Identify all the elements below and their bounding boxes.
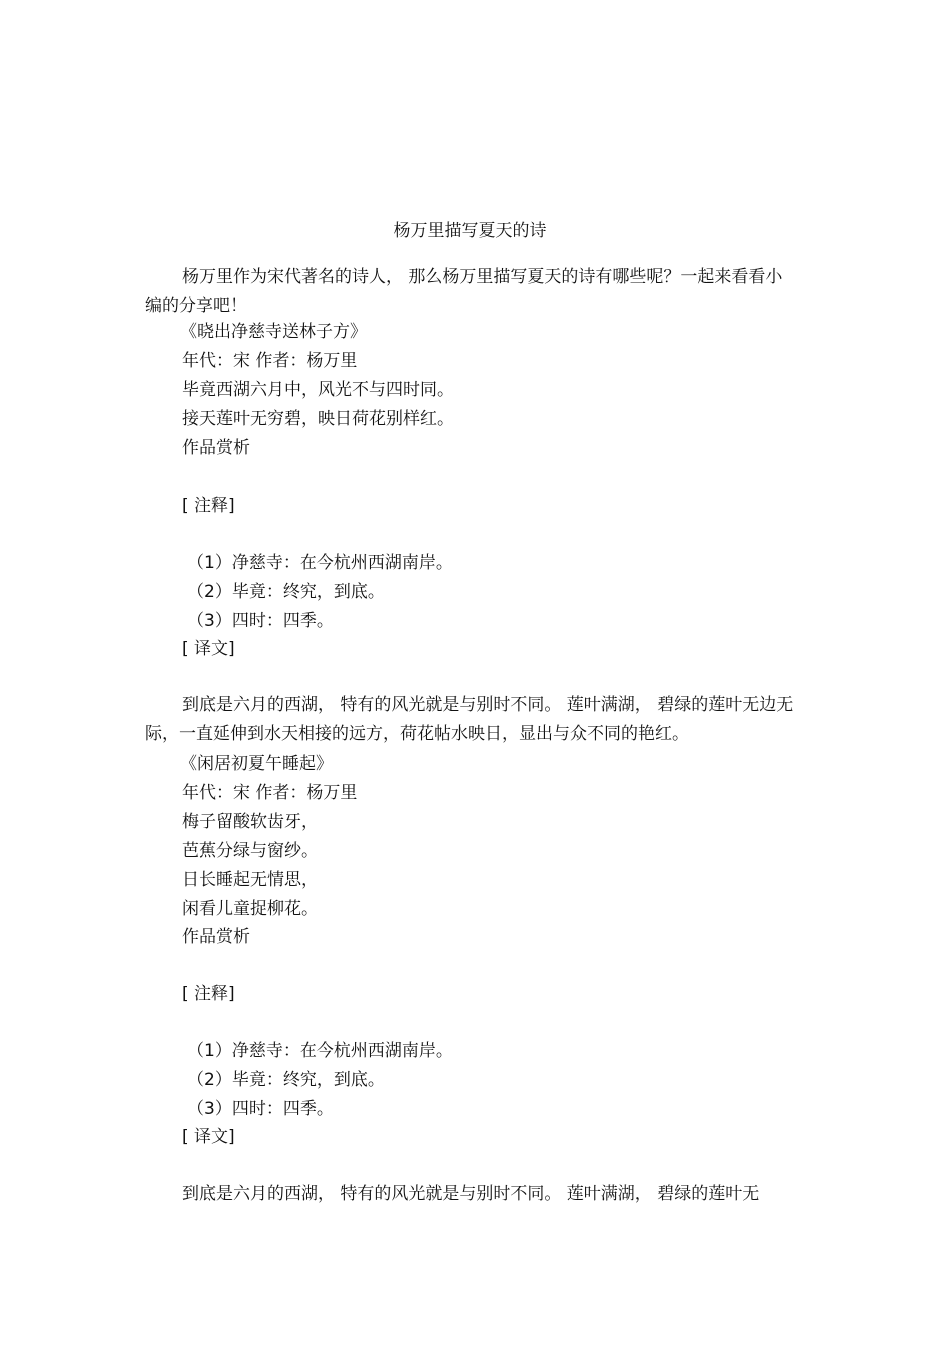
- poem-line: 接天莲叶无穷碧，映日荷花别样红。: [182, 409, 454, 429]
- poem-line: 闲看儿童捉柳花。: [182, 899, 318, 919]
- translation-paragraph: 到底是六月的西湖， 特有的风光就是与别时不同。 莲叶满湖， 碧绿的莲叶无边无际，一直延伸到水天相接的远方，荷花帖水映日，显出与众不同的艳红。: [145, 695, 794, 744]
- poem-line: 毕竟西湖六月中，风光不与四时同。: [182, 380, 454, 400]
- note-item: （1）净慈寺：在今杭州西湖南岸。: [187, 553, 453, 573]
- poem-meta: 年代：宋 作者：杨万里: [182, 783, 358, 803]
- note-item: （3）四时：四季。: [187, 611, 334, 631]
- notes-heading: [ 注释]: [182, 496, 235, 516]
- intro-paragraph: 杨万里作为宋代著名的诗人， 那么杨万里描写夏天的诗有哪些呢？一起来看看小编的分享吧！: [145, 267, 783, 316]
- poem-line: 日长睡起无情思，: [182, 870, 318, 890]
- note-item: （2）毕竟：终究，到底。: [187, 582, 385, 602]
- poem-meta: 年代：宋 作者：杨万里: [182, 351, 358, 371]
- note-item: （1）净慈寺：在今杭州西湖南岸。: [187, 1041, 453, 1061]
- poem-line: 芭蕉分绿与窗纱。: [182, 841, 318, 861]
- poem-line: 梅子留酸软齿牙，: [182, 812, 318, 832]
- note-item: （2）毕竟：终究，到底。: [187, 1070, 385, 1090]
- notes-heading: [ 注释]: [182, 984, 235, 1004]
- appreciation-heading: 作品赏析: [182, 927, 250, 947]
- poem-title: 《晓出净慈寺送林子方》: [180, 322, 367, 342]
- translation-paragraph: 到底是六月的西湖， 特有的风光就是与别时不同。 莲叶满湖， 碧绿的莲叶无: [182, 1184, 760, 1204]
- translation-heading: [ 译文]: [182, 639, 235, 659]
- note-item: （3）四时：四季。: [187, 1099, 334, 1119]
- poem-title: 《闲居初夏午睡起》: [180, 754, 333, 774]
- page-title: 杨万里描写夏天的诗: [393, 221, 547, 241]
- translation-heading: [ 译文]: [182, 1127, 235, 1147]
- appreciation-heading: 作品赏析: [182, 438, 250, 458]
